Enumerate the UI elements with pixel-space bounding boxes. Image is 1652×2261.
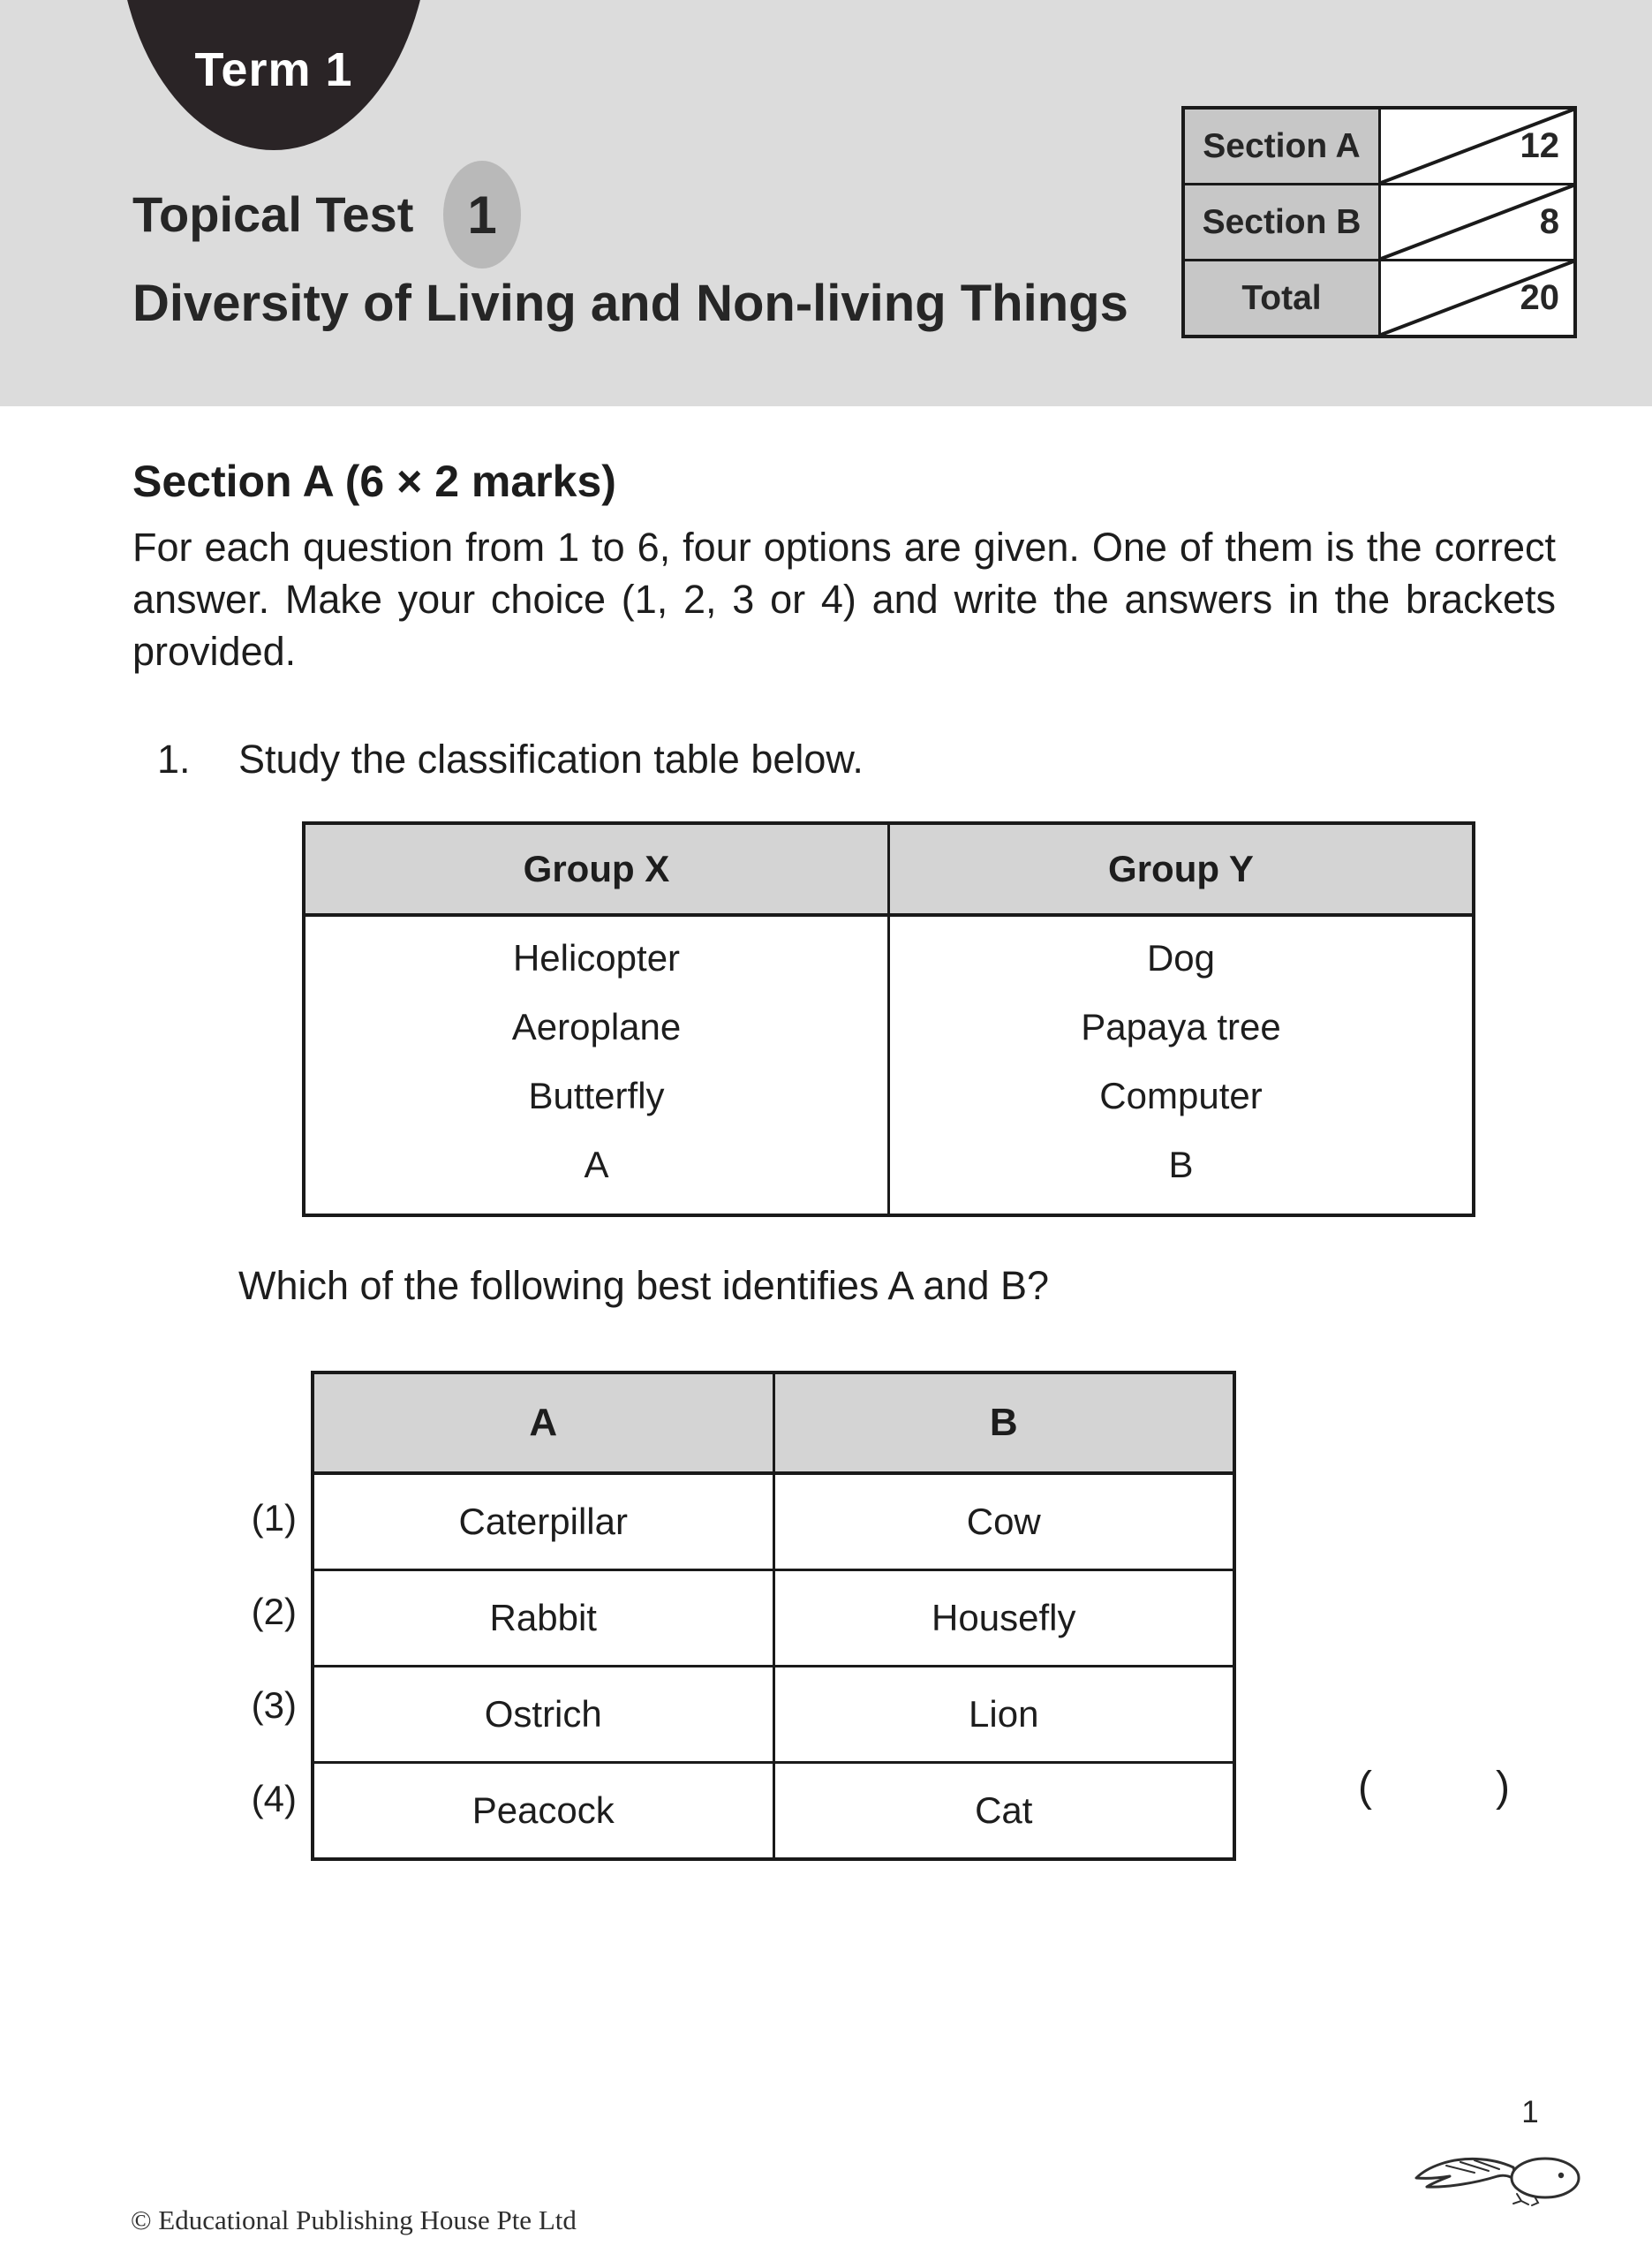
score-row-total: [1185, 261, 1573, 335]
options-table-header: [314, 1374, 1233, 1475]
score-value-cell: [1381, 261, 1573, 335]
score-label: Section B: [1185, 185, 1381, 259]
group-y-item: Computer: [1099, 1075, 1263, 1116]
group-y-items: [890, 917, 1472, 1214]
option-number: (1): [251, 1497, 297, 1539]
tadpole-illustration: [1411, 2137, 1588, 2206]
diagonal-line: [1381, 185, 1573, 259]
column-header-group-y: Group Y: [1108, 848, 1254, 889]
group-x-items: [306, 917, 890, 1214]
group-x-item: A: [584, 1144, 609, 1185]
options-table: [311, 1371, 1236, 1861]
diagonal-line: [1381, 261, 1573, 335]
answer-bracket-close: ): [1496, 1764, 1510, 1811]
score-label: Total: [1185, 261, 1381, 335]
group-y-item: Dog: [1146, 937, 1216, 979]
max-marks: 8: [1539, 202, 1559, 241]
question-sub-prompt: Which of the following best identifies A and B?: [238, 1263, 1050, 1308]
column-header-b: B: [989, 1401, 1018, 1444]
group-y-item: Papaya tree: [1081, 1006, 1281, 1047]
score-value-cell: [1381, 110, 1573, 183]
option-b-value: Cow: [966, 1501, 1041, 1542]
answer-bracket-open: (: [1358, 1764, 1372, 1811]
question-number: 1.: [157, 737, 191, 782]
option-a-value: Rabbit: [314, 1571, 775, 1665]
option-a-value: Ostrich: [314, 1667, 775, 1761]
classification-table-body: [306, 917, 1472, 1214]
section-a-heading: Section A (6 × 2 marks): [132, 457, 616, 506]
answer-brackets: [1358, 1763, 1510, 1811]
page-title: Diversity of Living and Non-living Things: [132, 275, 1128, 332]
page-number: 1: [1521, 2095, 1539, 2129]
score-table: [1181, 106, 1577, 338]
group-x-item: Aeroplane: [511, 1006, 682, 1047]
classification-table: [302, 821, 1475, 1217]
table-row: [314, 1475, 1233, 1571]
table-row: [314, 1667, 1233, 1764]
copyright-notice: © Educational Publishing House Pte Ltd: [131, 2204, 577, 2235]
option-a-value: Peacock: [314, 1764, 775, 1857]
max-marks: 12: [1520, 126, 1559, 165]
question-prompt: Study the classification table below.: [238, 737, 864, 782]
diagonal-line: [1381, 110, 1573, 183]
option-number: (4): [251, 1778, 297, 1819]
option-number: (2): [251, 1591, 297, 1632]
table-row: [314, 1571, 1233, 1667]
term-badge-label: Term 1: [194, 43, 353, 96]
test-number-badge: [443, 161, 521, 268]
score-value-cell: [1381, 185, 1573, 259]
table-row: [314, 1764, 1233, 1857]
column-header-a: A: [314, 1374, 775, 1471]
option-number: (3): [251, 1684, 297, 1726]
section-a-instructions: For each question from 1 to 6, four options are given. One of them is the correct answer. Make your choice (1, 2, 3 or 4) and write the answers in the brackets provided.: [132, 525, 1556, 674]
score-row-section-b: [1185, 185, 1573, 261]
max-marks: 20: [1520, 278, 1559, 317]
option-b-value: Housefly: [932, 1597, 1076, 1638]
classification-table-header: [306, 825, 1472, 917]
group-y-item: B: [1168, 1144, 1194, 1185]
group-x-item: Helicopter: [512, 937, 681, 979]
option-b-value: Lion: [969, 1693, 1039, 1735]
option-a-value: Caterpillar: [314, 1475, 775, 1569]
option-b-value: Cat: [975, 1789, 1033, 1831]
test-number: 1: [467, 185, 497, 245]
option-number-labels: [217, 1471, 297, 1846]
test-type-label: Topical Test: [132, 186, 414, 242]
column-header-group-x: Group X: [306, 825, 890, 913]
group-x-item: Butterfly: [528, 1075, 665, 1116]
score-row-section-a: [1185, 110, 1573, 185]
score-label: Section A: [1185, 110, 1381, 183]
